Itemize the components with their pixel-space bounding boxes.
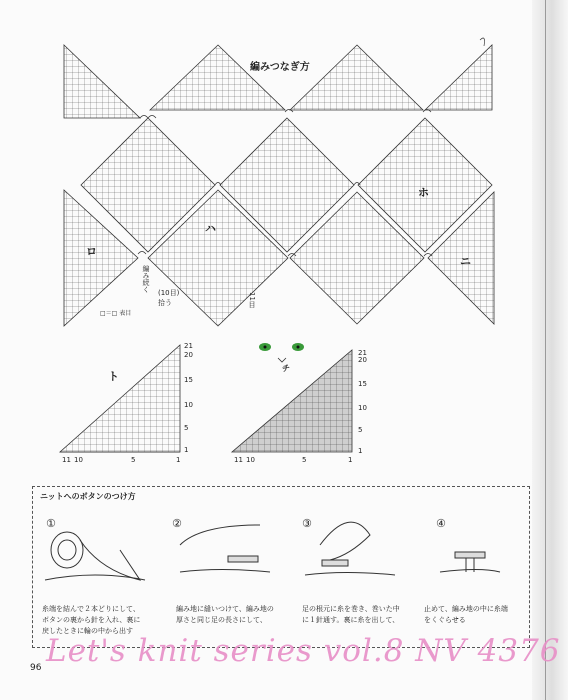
step-4-text: 止めて、編み地の中に糸端 をくぐらせる [424, 605, 508, 624]
chart-chi-col-11: 11 [234, 456, 243, 464]
step-2-text: 編み地に縫いつけて、編み地の 厚さと同じ足の長さにして、 [176, 605, 274, 624]
motif-label-to: ト [108, 370, 119, 383]
step-2-number: ② [172, 517, 182, 530]
chart-chi-col-10: 10 [246, 456, 255, 464]
motif-label-ni: ニ [460, 255, 471, 268]
chart-to [60, 345, 180, 452]
motif-top-row [64, 45, 492, 118]
motif-middle-row [81, 118, 492, 252]
chart-chi-col-1: 1 [348, 456, 353, 464]
step-3-number: ③ [302, 517, 312, 530]
chart-to-col-11: 11 [62, 456, 71, 464]
watermark: Let's knit series vol.8 NV 4376 [46, 633, 561, 669]
motif-label-ho: ホ [418, 186, 429, 199]
legend-knit-stitch: □＝□ 表目 [100, 310, 132, 317]
chart-chi-row-1: 1 [358, 447, 363, 455]
note-rows: 11目 [248, 292, 256, 308]
chart-to-row-10: 10 [184, 401, 193, 409]
note-pickup: (10目) 拾う [158, 289, 180, 307]
chart-to-col-1: 1 [176, 456, 181, 464]
chart-chi-row-10: 10 [358, 404, 367, 412]
chart-to-col-5: 5 [131, 456, 136, 464]
step-1-number: ① [46, 517, 56, 530]
joining-title: 編みつなぎ方 [250, 62, 310, 73]
step-4-number: ④ [436, 517, 446, 530]
chart-to-row-20: 20 [184, 351, 193, 359]
chart-to-row-5: 5 [184, 424, 189, 432]
page-number: 96 [30, 663, 42, 673]
chart-chi-row-15: 15 [358, 380, 367, 388]
motif-label-ha: ハ [205, 222, 216, 235]
chart-to-row-21: 21 [184, 342, 193, 350]
chart-chi-row-5: 5 [358, 426, 363, 434]
chart-to-row-15: 15 [184, 376, 193, 384]
note-continue-knitting: 編み続く [142, 265, 150, 293]
cat-face-illustration [259, 343, 304, 362]
step-3-text: 足の根元に糸を巻き、巻いた中 に１針通す。裏に糸を出して、 [302, 605, 400, 624]
chart-chi-row-20: 20 [358, 356, 367, 364]
chart-to-row-1: 1 [184, 446, 189, 454]
chart-chi [232, 350, 352, 452]
chart-chi-row-21: 21 [358, 349, 367, 357]
step-1-text: 糸端を結んで２本どりにして、 ボタンの裏から針を入れ、裏に 戻したときに輪の中から出す [42, 605, 141, 635]
motif-label-chi: チ [282, 364, 290, 373]
motif-label-ro: ロ [86, 245, 97, 258]
button-section-title: ニットへのボタンのつけ方 [40, 492, 136, 501]
chart-chi-col-5: 5 [302, 456, 307, 464]
chart-to-col-10: 10 [74, 456, 83, 464]
